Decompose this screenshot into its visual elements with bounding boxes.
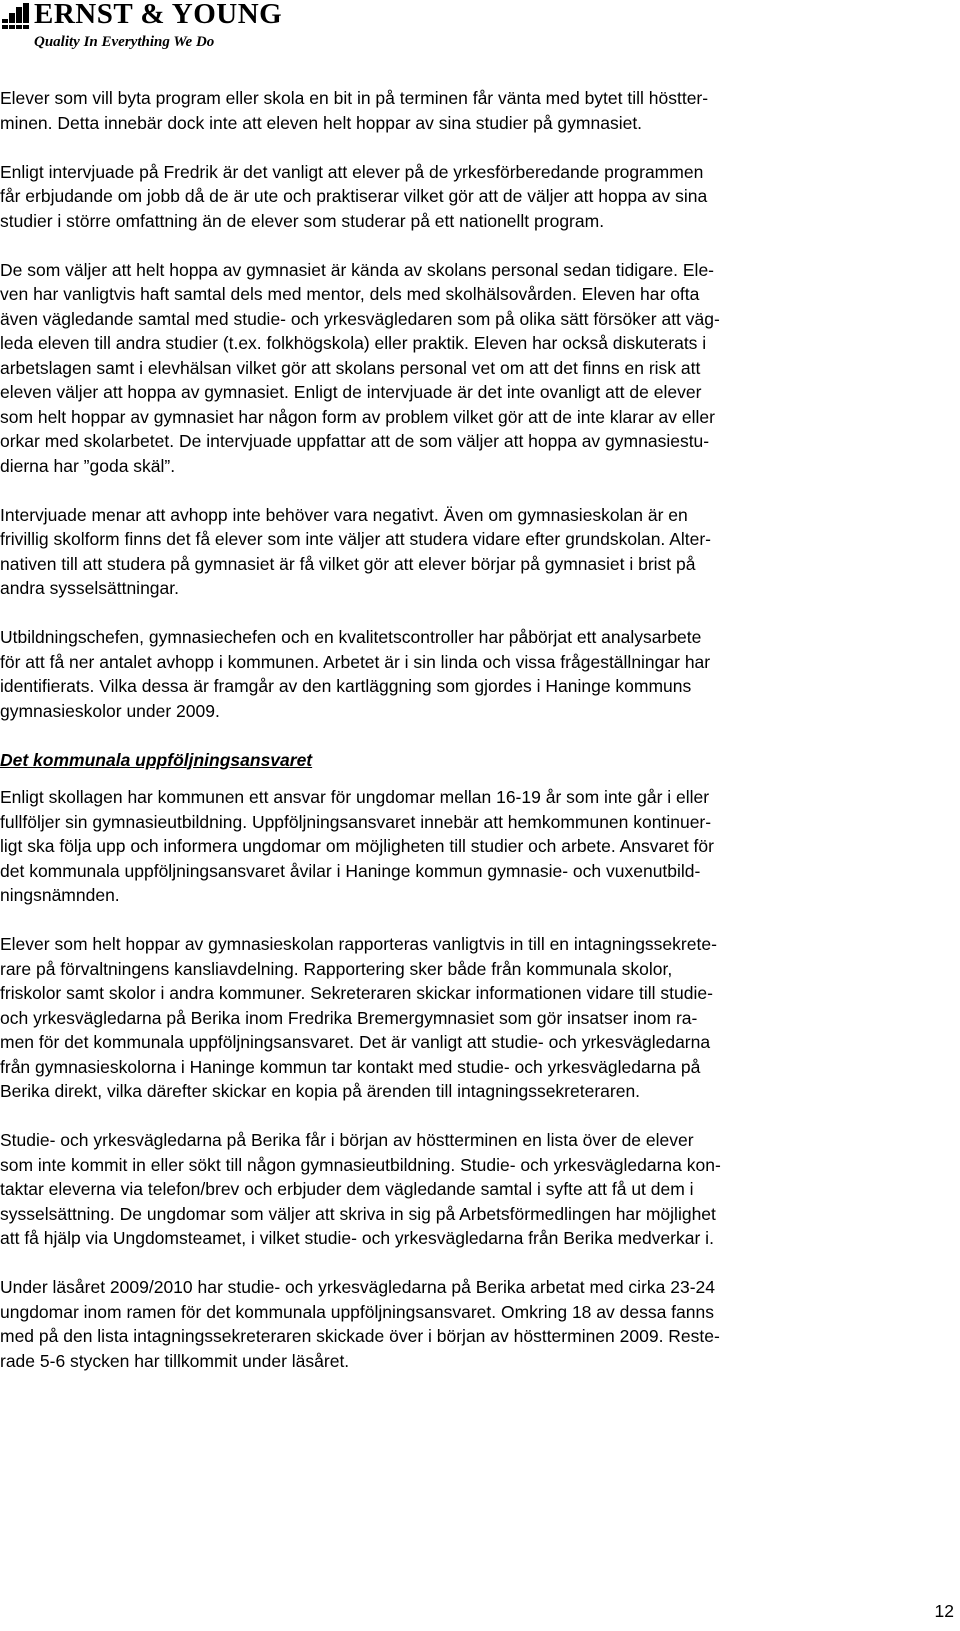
paragraph-dropouts-known: De som väljer att helt hoppa av gymnasiet är kända av skolans personal sedan tidigare. Ele- ven har vanligtvis haft samtal dels med mentor, dels med skolhälsovården. Eleven har ofta även vägledande samtal med studie- och yrkesvägledaren som på olika sätt försöker att väg- leda eleven till andra studier (t.ex. folkhögskola) eller praktik. Eleven har också diskuterats i arbetslagen samt i elevhälsan vilket gör att skolans personal vet om att det finns en risk att eleven väljer att hoppa av gymnasiet. Enligt de intervjuade är det inte ovanligt att de elever som helt hoppar av gymnasiet har någon form av problem vilket gör att de inte klarar av eller orkar med skolarbetet. De intervjuade uppfattar att de som väljer att hoppa av gymnasiestu- dierna har ”goda skäl”. — [0, 259, 720, 476]
paragraph-program-change: Elever som vill byta program eller skola en bit in på terminen får vänta med bytet till höstter- minen. Detta innebär dock inte att eleven helt hoppar av sina studier på gymnasiet. — [0, 88, 709, 133]
logo-tagline: Quality In Everything We Do — [34, 34, 215, 50]
paragraph-not-negative: Intervjuade menar att avhopp inte behöver vara negativt. Även om gymnasieskolan är en frivillig skolform finns det få elever som inte väljer att studera vidare efter grundskolan. Alter- nativen till att studera på gymnasiet är få vilket gör att elever börjar på gymnasiet i brist på andra sysselsättningar. — [0, 504, 712, 598]
paragraph-guidance-counselors: Studie- och yrkesvägledarna på Berika får i början av höstterminen en lista över de elever som inte kommit in eller sökt till någon gymnasieutbildning. Studie- och yrkesvägledarna kon- taktar eleverna via telefon/brev och erbjuder dem vägledande samtal i syfte att få ut dem i sysselsättning. De ungdomar som väljer att skriva in sig på Arbetsförmedlingen har möjlighet att få hjälp via Ungdomsteamet, i vilket studie- och yrkesvägledarna från Berika medverkar i. — [0, 1130, 721, 1248]
page-number: 12 — [934, 1601, 954, 1621]
section-heading: Det kommunala uppföljningsansvaret — [0, 749, 313, 770]
paragraph-school-law: Enligt skollagen har kommunen ett ansvar för ungdomar mellan 16-19 år som inte går i eller fullföljer sin gymnasieutbildning. Uppföljningsansvaret innebär att hemkommunen kontinuer- ligt ska följa upp och informera ungdomar om möjligheten till studier och arbete. Ansvaret för det kommunala uppföljningsansvaret åvilar i Haninge kommun gymnasie- och vuxenutbild- ningsnämnden. — [0, 787, 714, 905]
paragraph-analysis-work: Utbildningschefen, gymnasiechefen och en kvalitetscontroller har påbörjat ett analysarbete för att få ner antalet avhopp i kommunen. Arbetet är i sin linda och vissa frågeställningar har identifierats. Vilka dessa är framgår av den kartläggning som gjordes i Haninge kommuns gymnasieskolor under 2009. — [0, 627, 711, 721]
document-body — [0, 86, 916, 1398]
logo-name: ERNST & YOUNG — [34, 0, 283, 30]
paragraph-reporting: Elever som helt hoppar av gymnasieskolan rapporteras vanligtvis in till en intagningssekrete- rare på förvaltningens kansliavdelning. Rapportering sker både från kommunala skolor, friskolor samt skolor i andra kommuner. Sekreteraren skickar informationen vidare till studie- och yrkesvägledarna på Berika inom Fredrika Bremergymnasiet som gör insatser inom ra- men för det kommunala uppföljningsansvaret. Det är vanligt att studie- och yrkesvägledarna från gymnasieskolorna i Haninge kommun tar kontakt med studie- och yrkesvägledarna på Berika direkt, vilka därefter skickar en kopia på ärenden till intagningssekreteraren. — [0, 934, 717, 1101]
paragraph-school-year: Under läsåret 2009/2010 har studie- och yrkesvägledarna på Berika arbetat med cirka 23-24 ungdomar inom ramen för det kommunala uppföljningsansvaret. Omkring 18 av dessa fanns med på den lista intagningssekreteraren skickade över i början av höstterminen 2009. Reste- rade 5-6 stycken har tillkommit under läsåret. — [0, 1277, 720, 1371]
paragraph-fredrik-interviews: Enligt intervjuade på Fredrik är det vanligt att elever på de yrkesförberedande programmen får erbjudande om jobb då de är ute och praktiserar vilket gör att de väljer att hoppa av sina studier i större omfattning än de elever som studerar på ett nationellt program. — [0, 161, 708, 231]
company-logo — [0, 0, 283, 60]
logo-bars-icon — [2, 3, 30, 29]
